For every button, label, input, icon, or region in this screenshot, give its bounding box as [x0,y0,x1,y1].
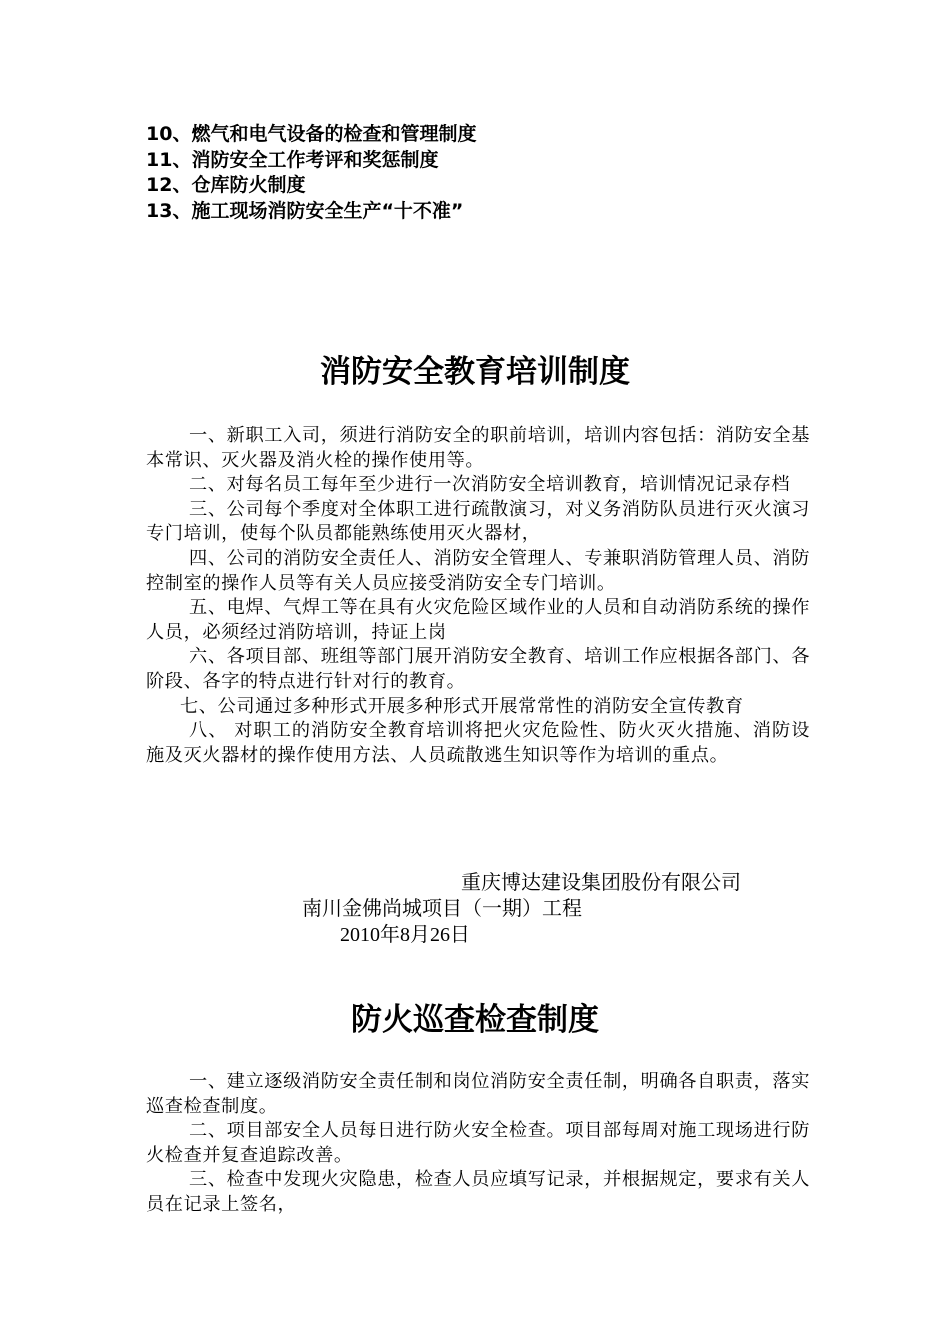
list-item: 12、仓库防火制度 [146,174,306,196]
list-item: 10、燃气和电气设备的检查和管理制度 [146,123,477,145]
paragraph: 三、公司每个季度对全体职工进行疏散演习，对义务消防队员进行灭火演习专门培训，使每个队员都能熟练使用灭火器材， [146,498,810,545]
inspection-body [146,1070,810,1218]
paragraph: 一、新职工入司，须进行消防安全的职前培训，培训内容包括：消防安全基本常识、灭火器及消火栓的操作使用等。 [146,425,810,471]
paragraph: 三、检查中发现火灾隐患，检查人员应填写记录，并根据规定，要求有关人员在记录上签名， [146,1169,810,1215]
signature-project: 南川金佛尚城项目（一期）工程 [302,898,582,920]
paragraph: 四、公司的消防安全责任人、消防安全管理人、专兼职消防管理人员、消防控制室的操作人员等有关人员应接受消防安全专门培训。 [146,547,810,594]
paragraph: 五、电焊、气焊工等在具有火灾危险区域作业的人员和自动消防系统的操作人员，必须经过消防培训，持证上岗 [146,597,810,643]
regulation-list [146,122,846,224]
section-title-training: 消防安全教育培训制度 [320,354,630,390]
signature-date: 2010年8月26日 [340,924,470,946]
paragraph: 七、公司通过多种形式开展多种形式开展常常性的消防安全宣传教育 [180,695,744,717]
paragraph: 二、对每名员工每年至少进行一次消防安全培训教育，培训情况记录存档 [189,474,791,496]
section-title-inspection: 防火巡查检查制度 [351,1002,599,1038]
training-body [146,424,810,768]
list-item: 11、消防安全工作考评和奖惩制度 [146,148,439,171]
list-item: 13、施工现场消防安全生产“十不准” [146,199,464,222]
paragraph: 六、各项目部、班组等部门展开消防安全教育、培训工作应根据各部门、各阶段、各字的特点进行针对行的教育。 [146,646,810,692]
paragraph: 八、 对职工的消防安全教育培训将把火灾危险性、防火灭火措施、消防设施及灭火器材的操作使用方法、人员疏散逃生知识等作为培训的重点。 [146,720,810,766]
paragraph: 二、项目部安全人员每日进行防火安全检查。项目部每周对施工现场进行防火检查并复查追踪改善。 [146,1120,810,1166]
signature-company: 重庆博达建设集团股份有限公司 [461,872,741,894]
paragraph: 一、建立逐级消防安全责任制和岗位消防安全责任制，明确各自职责，落实巡查检查制度。 [146,1071,810,1117]
